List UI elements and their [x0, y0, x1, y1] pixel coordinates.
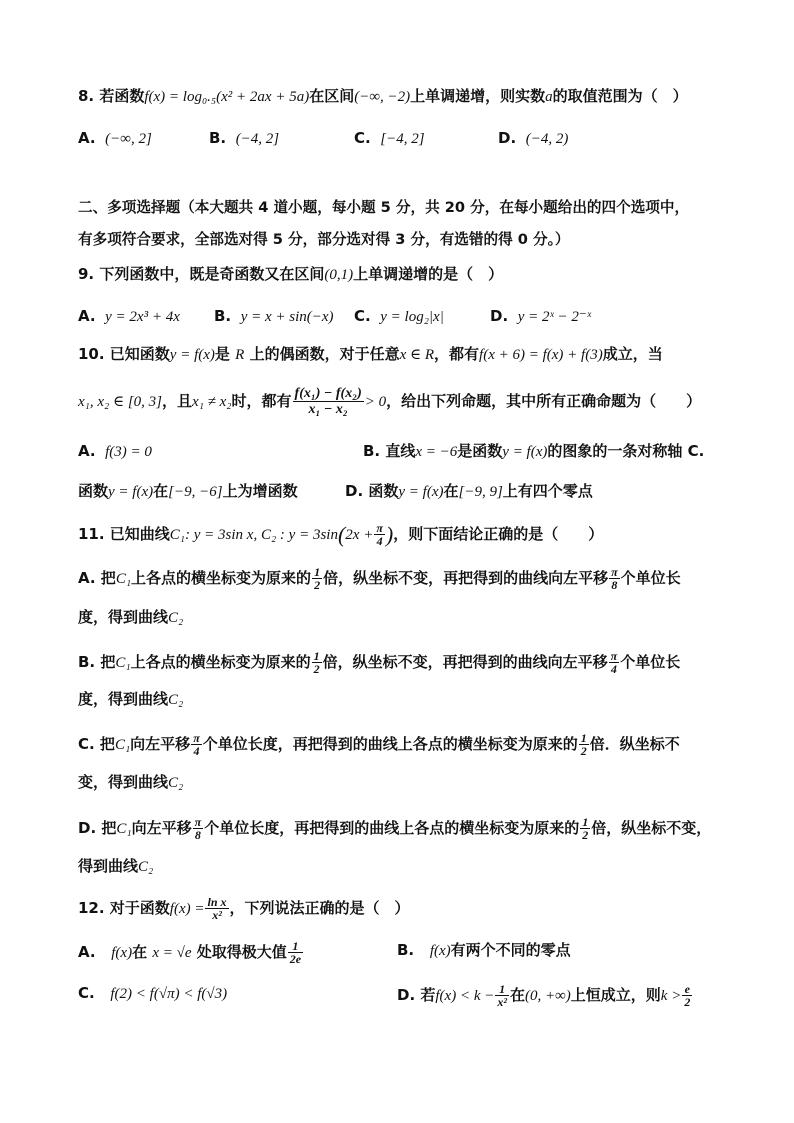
q10-fraction: $\frac{\text{f(x₁) − f(x₂)}}{\text{x₁ − x₂}}$	[294, 386, 362, 417]
q10-option-d: D. 函数y = f(x)在[−9, 9]上有四个零点	[345, 482, 593, 500]
q12-option-b: B. f(x)有两个不同的零点	[397, 941, 571, 959]
q10-option-c-cont: 函数y = f(x)在[−9, −6]上为增函数	[78, 482, 298, 500]
q11-option-d-line1: D. 把C₁向左平移 $\frac{\pi}{8}$ 个单位长度，再把得到的曲线上各点的横坐标变为原来的 $\frac{1}{2}$ 倍，纵坐标不变，	[78, 815, 712, 842]
q11-option-a-line1: A. 把C₁上各点的横坐标变为原来的 $\frac{1}{2}$ 倍，纵坐标不变，再把得到的曲线向左平移 $\frac{\pi}{8}$ 个单位长	[78, 565, 681, 592]
q8-variable: a	[545, 89, 553, 105]
q8-option-b: B. (−4, 2]	[209, 129, 280, 147]
q9-option-a: A. y = 2x³ + 4x	[78, 307, 180, 325]
q11-option-b-line1: B. 把C₁上各点的横坐标变为原来的 $\frac{1}{2}$ 倍，纵坐标不变，再把得到的曲线向左平移 $\frac{\pi}{4}$ 个单位长	[78, 649, 681, 676]
q10-option-a: A. f(3) = 0	[78, 442, 152, 460]
q8-option-a: A. (−∞, 2]	[78, 129, 152, 147]
q11-option-c-line2: 变，得到曲线C₂	[78, 773, 184, 791]
q11-option-d-line2: 得到曲线C₂	[78, 857, 154, 875]
q12-option-d: D. 若f(x) < k − $\frac{1}{\text{x²}}$ 在(0, +∞)上恒成立，则k > $\frac{e}{2}$	[397, 982, 691, 1009]
q9-option-b: B. y = x + sin(−x)	[214, 307, 334, 325]
q8-option-c: C. [−4, 2]	[354, 129, 425, 147]
q8-stem	[78, 86, 688, 107]
q10-stem-line2: x₁, x₂ ∈ [0, 3]，且x₁ ≠ x₂时，都有 $\frac{\text{f(x₁) − f(x₂)}}{\text{x₁ − x₂}}$ > 0，给出下列命题，其中所有正确命题为（ ）	[78, 386, 702, 417]
q12-stem: 12. 对于函数f(x) = $\frac{\text{ln x}}{\text{x²}}$ ，下列说法正确的是（ ）	[78, 895, 410, 922]
section2-heading-line2: 有多项符合要求，全部选对得 5 分，部分选对得 3 分，有选错的得 0 分。）	[78, 231, 570, 248]
q9-interval: (0,1)	[324, 267, 354, 283]
q9-option-c: C. y = log₂|x|	[354, 307, 444, 325]
section2-heading-line1: 二、多项选择题（本大题共 4 道小题，每小题 5 分，共 20 分，在每小题给出的四个选项中，	[78, 199, 690, 216]
q11-option-b-line2: 度，得到曲线C₂	[78, 690, 184, 708]
q10-stem-line1: 10. 已知函数y = f(x)是 R 上的偶函数，对于任意x ∈ R，都有f(x + 6) = f(x) + f(3)成立，当	[78, 345, 663, 363]
q8-text: 在区间	[309, 87, 355, 105]
q8-text: 的取值范围为（ ）	[552, 87, 688, 105]
q9-option-d: D. y = 2ˣ − 2⁻ˣ	[490, 307, 591, 325]
q8-text: 上单调递增，则实数	[410, 87, 546, 105]
q11-stem: 11. 已知曲线C₁: y = 3sin x, C₂ : y = 3sin(2x + $\frac{\pi}{4}$ )，则下面结论正确的是（ ）	[78, 521, 604, 548]
q8-text: 8. 若函数	[78, 87, 145, 105]
q12-option-c: C. f(2) < f(√π) < f(√3)	[78, 984, 228, 1002]
q11-option-a-line2: 度，得到曲线C₂	[78, 608, 184, 626]
q11-option-c-line1: C. 把C₁向左平移 $\frac{\pi}{4}$ 个单位长度，再把得到的曲线上各点的横坐标变为原来的 $\frac{1}{2}$ 倍．纵坐标不	[78, 731, 680, 758]
q9-stem: 9. 下列函数中，既是奇函数又在区间(0,1)上单调递增的是（ ）	[78, 265, 504, 283]
q8-interval: (−∞, −2)	[354, 89, 411, 105]
q12-option-a: A. f(x)在 x = √e 处取得极大值 $\frac{1}{2e}$	[78, 939, 302, 966]
q8-option-d: D. (−4, 2)	[498, 129, 569, 147]
q8-function: f(x) = log₀.₅(x² + 2ax + 5a)	[144, 89, 310, 105]
q10-option-b: B. 直线x = −6是函数y = f(x)的图象的一条对称轴 C.	[363, 442, 705, 460]
